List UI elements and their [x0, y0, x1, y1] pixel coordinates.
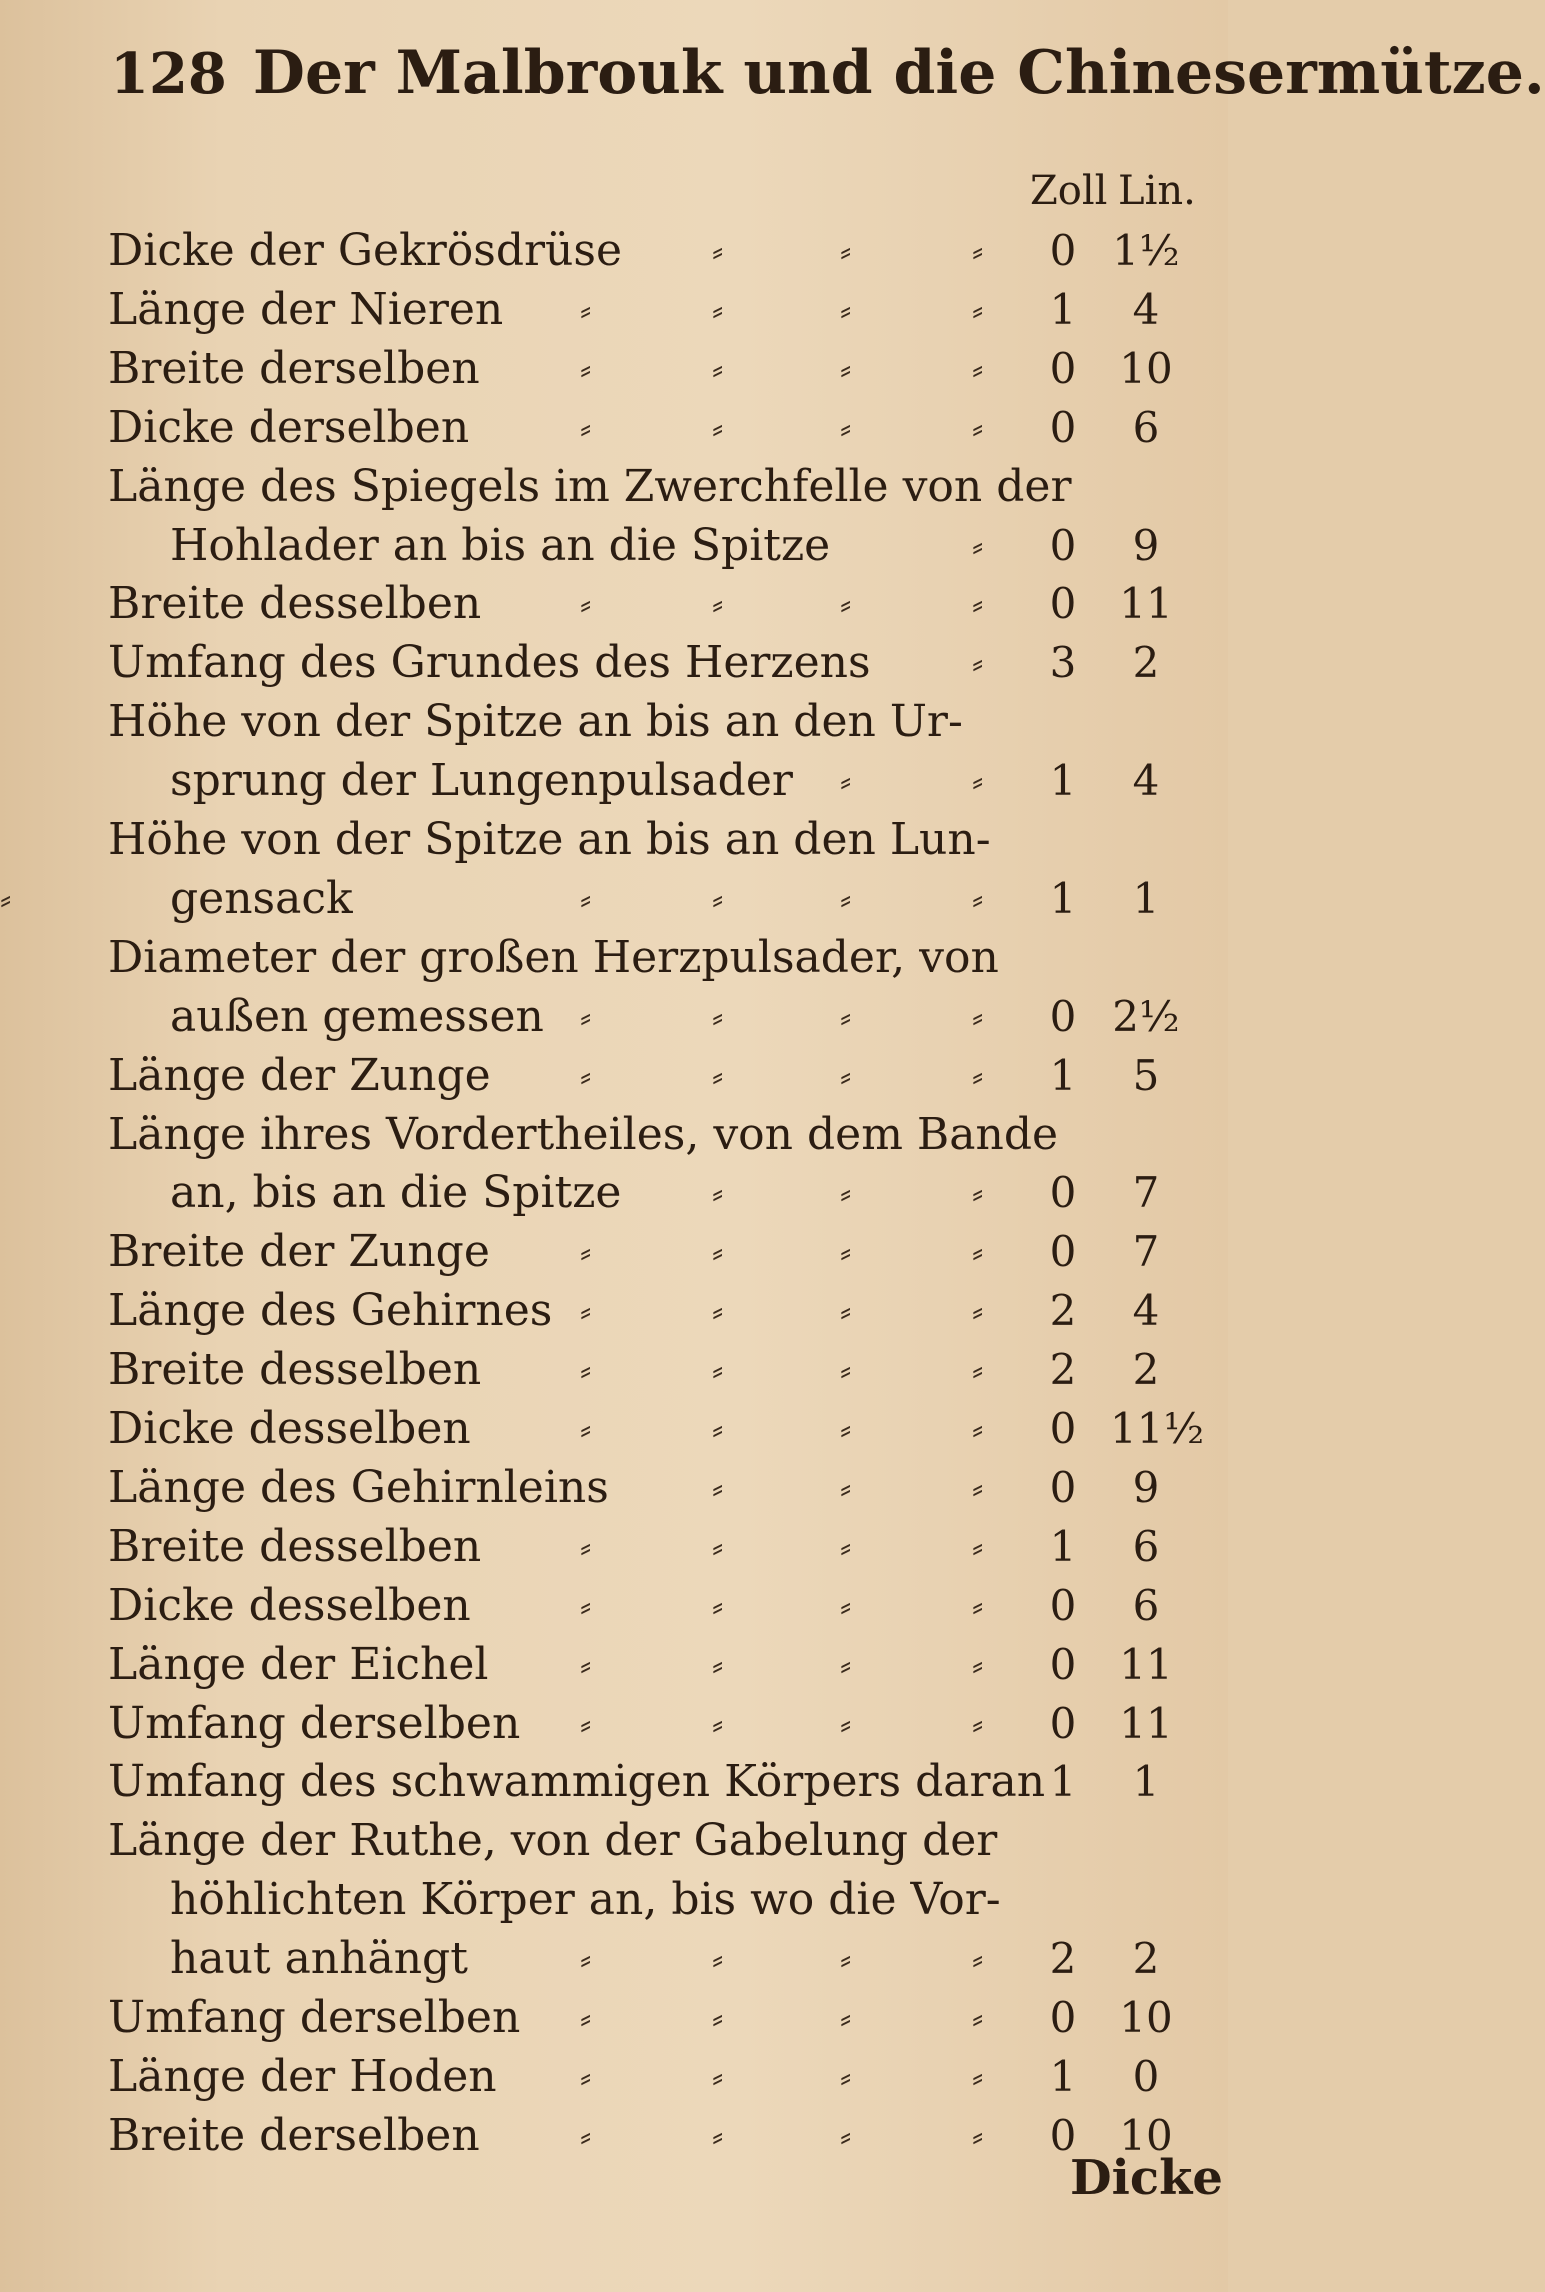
row-label: Umfang derselben [108, 1698, 521, 1749]
row-label: Länge der Nieren [108, 284, 504, 335]
row-label: Umfang derselben [108, 1992, 521, 2043]
leader-mark: ⸗ [840, 1468, 852, 1508]
row-label: Dicke desselben [108, 1580, 471, 1631]
value-linien: 1 [1132, 874, 1160, 923]
value-linien: 7 [1132, 1227, 1160, 1276]
column-header-linien: Lin. [1118, 168, 1196, 214]
page-number: 128 [110, 41, 227, 107]
leader-mark: ⸗ [580, 349, 592, 389]
value-linien: 4 [1132, 756, 1160, 805]
value-zoll: 0 [1049, 2111, 1077, 2160]
leader-mark: ⸗ [840, 2057, 852, 2097]
leader-mark: ⸗ [0, 879, 12, 919]
value-zoll: 0 [1049, 226, 1077, 275]
leader-mark: ⸗ [972, 1998, 984, 2038]
leader-mark: ⸗ [840, 1998, 852, 2038]
row-label: Länge der Zunge [108, 1050, 491, 1101]
leader-mark: ⸗ [712, 231, 724, 271]
leader-mark: ⸗ [972, 1939, 984, 1979]
table-row [0, 1282, 1228, 1340]
row-label: Länge des Gehirnes [108, 1285, 553, 1336]
table-row [0, 1577, 1228, 1635]
leader-mark: ⸗ [712, 1468, 724, 1508]
row-label: Breite desselben [108, 578, 482, 629]
leader-mark: ⸗ [972, 2057, 984, 2097]
table-row [0, 1695, 1228, 1753]
value-linien: 11 [1119, 579, 1173, 628]
leader-mark: ⸗ [840, 1409, 852, 1449]
row-label: Breite der Zunge [108, 1226, 490, 1277]
value-linien: 6 [1132, 403, 1160, 452]
value-zoll: 0 [1049, 1993, 1077, 2042]
leader-mark: ⸗ [972, 1056, 984, 1096]
leader-mark: ⸗ [712, 349, 724, 389]
leader-mark: ⸗ [580, 408, 592, 448]
leader-mark: ⸗ [840, 1173, 852, 1213]
leader-mark: ⸗ [712, 2116, 724, 2156]
value-linien: 2 [1132, 1345, 1160, 1394]
leader-mark: ⸗ [972, 1645, 984, 1685]
leader-mark: ⸗ [712, 2057, 724, 2097]
leader-mark: ⸗ [972, 761, 984, 801]
leader-mark: ⸗ [972, 1527, 984, 1567]
row-label: Breite desselben [108, 1521, 482, 1572]
leader-mark: ⸗ [972, 1704, 984, 1744]
leader-mark: ⸗ [972, 1586, 984, 1626]
table-row [0, 1989, 1228, 2047]
value-zoll: 1 [1049, 1522, 1077, 1571]
value-linien: 11 [1119, 1699, 1173, 1748]
leader-mark: ⸗ [840, 1527, 852, 1567]
leader-mark: ⸗ [972, 1409, 984, 1449]
leader-mark: ⸗ [840, 408, 852, 448]
value-zoll: 3 [1049, 638, 1077, 687]
row-label: Diameter der großen Herzpulsader, von [108, 932, 999, 983]
leader-mark: ⸗ [712, 290, 724, 330]
value-linien: 10 [1119, 344, 1173, 393]
row-label: sprung der Lungenpulsader [170, 755, 793, 806]
value-linien: 7 [1132, 1168, 1160, 1217]
leader-mark: ⸗ [712, 1232, 724, 1272]
leader-mark: ⸗ [580, 584, 592, 624]
table-row [0, 1871, 1228, 1929]
leader-mark: ⸗ [840, 879, 852, 919]
row-label: Höhe von der Spitze an bis an den Ur- [108, 696, 963, 747]
leader-mark: ⸗ [972, 584, 984, 624]
table-row [0, 1636, 1228, 1694]
value-zoll: 0 [1049, 1640, 1077, 1689]
table-row [0, 281, 1228, 339]
row-label: Dicke derselben [108, 402, 470, 453]
value-zoll: 1 [1049, 1757, 1077, 1806]
leader-mark: ⸗ [972, 231, 984, 271]
leader-mark: ⸗ [712, 1409, 724, 1449]
value-linien: 6 [1132, 1581, 1160, 1630]
value-zoll: 2 [1049, 1286, 1077, 1335]
leader-mark: ⸗ [580, 1056, 592, 1096]
value-linien: 4 [1132, 1286, 1160, 1335]
value-linien: 10 [1119, 2111, 1173, 2160]
leader-mark: ⸗ [972, 997, 984, 1037]
leader-mark: ⸗ [972, 526, 984, 566]
row-label: Länge ihres Vordertheiles, von dem Bande [108, 1109, 1059, 1160]
leader-mark: ⸗ [580, 1645, 592, 1685]
leader-mark: ⸗ [972, 1468, 984, 1508]
value-zoll: 1 [1049, 1051, 1077, 1100]
leader-mark: ⸗ [580, 1939, 592, 1979]
row-label: Höhe von der Spitze an bis an den Lun- [108, 814, 991, 865]
row-label: außen gemessen [170, 991, 544, 1042]
leader-mark: ⸗ [580, 1586, 592, 1626]
table-row [0, 1812, 1228, 1870]
table-row [0, 693, 1228, 751]
table-row [0, 1753, 1228, 1811]
value-linien: 1 [1132, 1757, 1160, 1806]
leader-mark: ⸗ [580, 1291, 592, 1331]
leader-mark: ⸗ [712, 1056, 724, 1096]
leader-mark: ⸗ [840, 997, 852, 1037]
leader-mark: ⸗ [840, 1704, 852, 1744]
leader-mark: ⸗ [972, 1291, 984, 1331]
leader-mark: ⸗ [840, 1645, 852, 1685]
row-label: Länge der Eichel [108, 1639, 489, 1690]
leader-mark: ⸗ [840, 231, 852, 271]
table-row [0, 811, 1228, 869]
table-row [0, 1341, 1228, 1399]
leader-mark: ⸗ [580, 1350, 592, 1390]
row-label: Länge des Gehirnleins [108, 1462, 609, 1513]
row-label: Länge der Ruthe, von der Gabelung der [108, 1815, 998, 1866]
row-label: haut anhängt [170, 1933, 468, 1984]
leader-mark: ⸗ [972, 290, 984, 330]
value-zoll: 0 [1049, 1227, 1077, 1276]
row-label: Hohlader an bis an die Spitze [170, 520, 831, 571]
leader-mark: ⸗ [972, 643, 984, 683]
table-row [0, 517, 1228, 575]
leader-mark: ⸗ [972, 1232, 984, 1272]
value-zoll: 0 [1049, 1581, 1077, 1630]
leader-mark: ⸗ [712, 408, 724, 448]
leader-mark: ⸗ [712, 1645, 724, 1685]
leader-mark: ⸗ [972, 349, 984, 389]
leader-mark: ⸗ [580, 290, 592, 330]
leader-mark: ⸗ [840, 1232, 852, 1272]
leader-mark: ⸗ [972, 2116, 984, 2156]
value-linien: 6 [1132, 1522, 1160, 1571]
table-row [0, 1930, 1228, 1988]
leader-mark: ⸗ [712, 879, 724, 919]
leader-mark: ⸗ [580, 2116, 592, 2156]
value-zoll: 0 [1049, 1168, 1077, 1217]
table-row [0, 1047, 1228, 1105]
table-row [0, 1106, 1228, 1164]
leader-mark: ⸗ [580, 1527, 592, 1567]
table-row [0, 634, 1228, 692]
leader-mark: ⸗ [712, 1704, 724, 1744]
leader-mark: ⸗ [972, 408, 984, 448]
leader-mark: ⸗ [580, 997, 592, 1037]
leader-mark: ⸗ [840, 1291, 852, 1331]
leader-mark: ⸗ [840, 2116, 852, 2156]
value-zoll: 2 [1049, 1345, 1077, 1394]
leader-mark: ⸗ [580, 1704, 592, 1744]
value-zoll: 2 [1049, 1934, 1077, 1983]
value-zoll: 0 [1049, 521, 1077, 570]
leader-mark: ⸗ [972, 879, 984, 919]
leader-mark: ⸗ [580, 1232, 592, 1272]
row-label: Breite derselben [108, 2110, 480, 2161]
value-linien: 11½ [1110, 1404, 1205, 1453]
table-row [0, 458, 1228, 516]
leader-mark: ⸗ [840, 1056, 852, 1096]
value-zoll: 0 [1049, 1404, 1077, 1453]
table-row [0, 1164, 1228, 1222]
table-row [0, 1518, 1228, 1576]
table-row [0, 870, 1228, 928]
row-label: Umfang des schwammigen Körpers daran [108, 1756, 1046, 1807]
table-row [0, 2048, 1228, 2106]
value-zoll: 0 [1049, 1699, 1077, 1748]
leader-mark: ⸗ [712, 1527, 724, 1567]
leader-mark: ⸗ [840, 761, 852, 801]
value-zoll: 0 [1049, 1463, 1077, 1512]
leader-mark: ⸗ [580, 1409, 592, 1449]
value-zoll: 0 [1049, 403, 1077, 452]
value-zoll: 1 [1049, 874, 1077, 923]
row-label: Dicke desselben [108, 1403, 471, 1454]
table-row [0, 929, 1228, 987]
leader-mark: ⸗ [712, 1998, 724, 2038]
value-zoll: 1 [1049, 285, 1077, 334]
table-row [0, 752, 1228, 810]
value-linien: 4 [1132, 285, 1160, 334]
table-row [0, 2107, 1228, 2165]
leader-mark: ⸗ [712, 1586, 724, 1626]
leader-mark: ⸗ [580, 879, 592, 919]
value-linien: 5 [1132, 1051, 1160, 1100]
leader-mark: ⸗ [840, 1350, 852, 1390]
row-label: Dicke der Gekrösdrüse [108, 225, 623, 276]
row-label: Länge des Spiegels im Zwerchfelle von der [108, 461, 1072, 512]
value-linien: 9 [1132, 1463, 1160, 1512]
value-zoll: 0 [1049, 344, 1077, 393]
leader-mark: ⸗ [580, 2057, 592, 2097]
table-row [0, 575, 1228, 633]
page-header [110, 38, 1545, 108]
table-row [0, 988, 1228, 1046]
row-label: Breite desselben [108, 1344, 482, 1395]
leader-mark: ⸗ [840, 1939, 852, 1979]
row-label: höhlichten Körper an, bis wo die Vor- [170, 1874, 1001, 1925]
table-row [0, 222, 1228, 280]
value-linien: 11 [1119, 1640, 1173, 1689]
catchword: Dicke [1070, 2150, 1223, 2206]
row-label: Umfang des Grundes des Herzens [108, 637, 871, 688]
value-linien: 2½ [1112, 992, 1180, 1041]
leader-mark: ⸗ [840, 349, 852, 389]
value-linien: 1½ [1112, 226, 1180, 275]
table-row [0, 340, 1228, 398]
row-label: Breite derselben [108, 343, 480, 394]
table-row [0, 1459, 1228, 1517]
column-header-zoll: Zoll [1030, 168, 1108, 214]
leader-mark: ⸗ [840, 290, 852, 330]
value-zoll: 1 [1049, 756, 1077, 805]
leader-mark: ⸗ [712, 1350, 724, 1390]
leader-mark: ⸗ [840, 1586, 852, 1626]
running-title: Der Malbrouk und die Chinesermütze. [252, 38, 1545, 108]
leader-mark: ⸗ [712, 1939, 724, 1979]
leader-mark: ⸗ [712, 1291, 724, 1331]
value-linien: 0 [1132, 2052, 1160, 2101]
leader-mark: ⸗ [972, 1173, 984, 1213]
row-label: Länge der Hoden [108, 2051, 497, 2102]
table-row [0, 1400, 1228, 1458]
value-linien: 10 [1119, 1993, 1173, 2042]
leader-mark: ⸗ [712, 584, 724, 624]
value-linien: 2 [1132, 638, 1160, 687]
value-zoll: 0 [1049, 579, 1077, 628]
leader-mark: ⸗ [580, 1998, 592, 2038]
leader-mark: ⸗ [712, 997, 724, 1037]
row-label: an, bis an die Spitze [170, 1167, 622, 1218]
leader-mark: ⸗ [972, 1350, 984, 1390]
table-row [0, 1223, 1228, 1281]
value-linien: 2 [1132, 1934, 1160, 1983]
value-linien: 9 [1132, 521, 1160, 570]
table-row [0, 399, 1228, 457]
leader-mark: ⸗ [840, 584, 852, 624]
value-zoll: 1 [1049, 2052, 1077, 2101]
row-label: gensack [170, 873, 353, 924]
leader-mark: ⸗ [712, 1173, 724, 1213]
value-zoll: 0 [1049, 992, 1077, 1041]
